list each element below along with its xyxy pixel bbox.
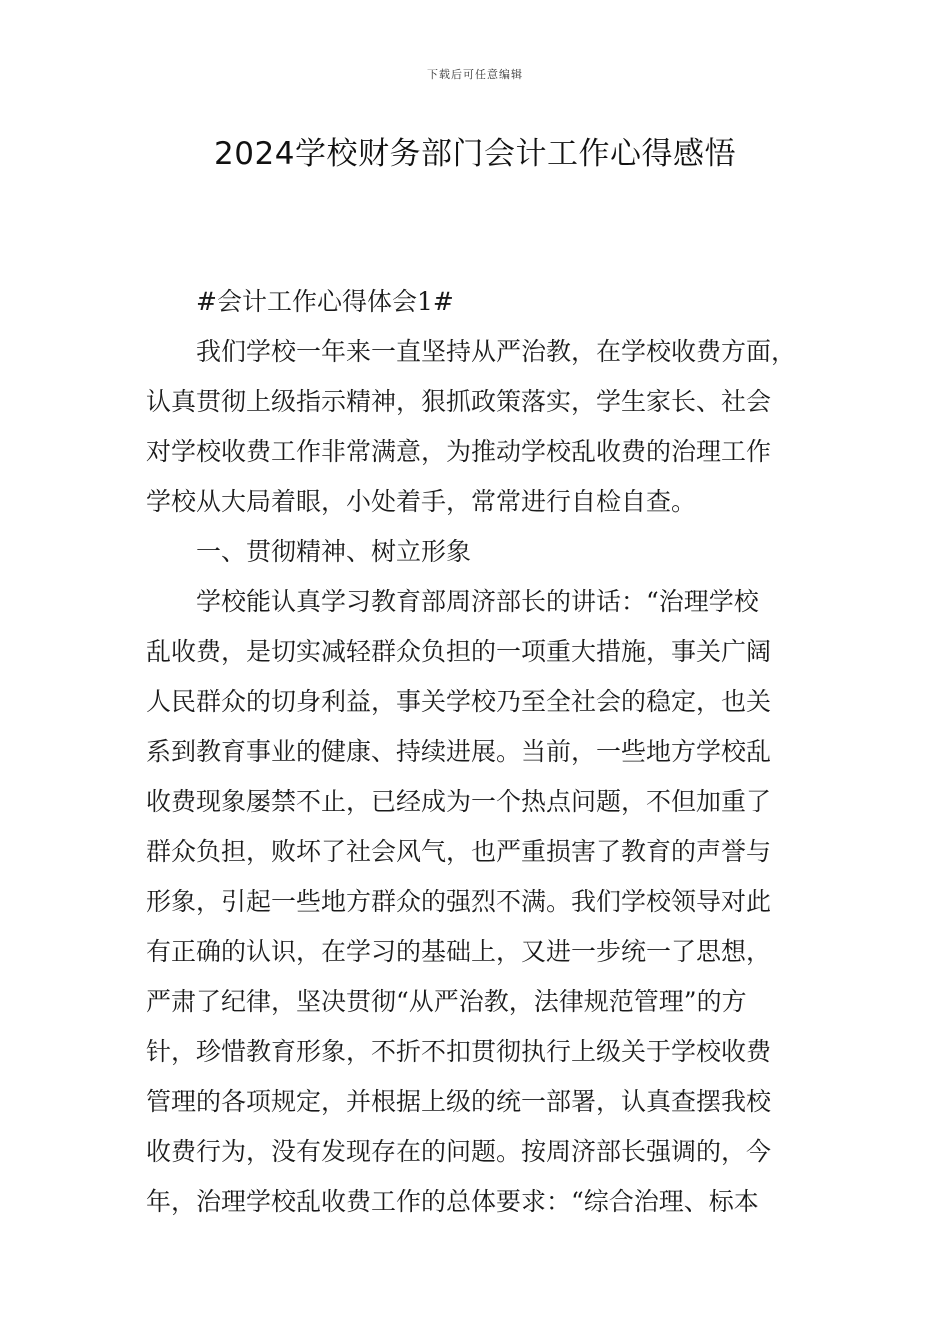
body-line: 有正确的认识，在学习的基础上，又进一步统一了思想， xyxy=(146,937,772,966)
header-note: 下载后可任意编辑 xyxy=(427,68,523,81)
document-title: 2024学校财务部门会计工作心得感悟 xyxy=(214,136,736,172)
body-line: 群众负担，败坏了社会风气，也严重损害了教育的声誉与 xyxy=(146,837,772,866)
body-line: 年，治理学校乱收费工作的总体要求：“综合治理、标本 xyxy=(146,1187,759,1216)
body-line: 针，珍惜教育形象，不折不扣贯彻执行上级关于学校收费 xyxy=(146,1037,772,1066)
body-line: 一、贯彻精神、树立形象 xyxy=(196,537,472,566)
body-line: #会计工作心得体会1# xyxy=(196,287,454,316)
body-line: 我们学校一年来一直坚持从严治教，在学校收费方面， xyxy=(196,337,797,366)
body-line: 认真贯彻上级指示精神，狠抓政策落实，学生家长、社会 xyxy=(146,387,772,416)
body-line: 人民群众的切身利益，事关学校乃至全社会的稳定，也关 xyxy=(146,687,772,716)
body-line: 学校从大局着眼，小处着手，常常进行自检自查。 xyxy=(146,487,697,516)
body-line: 系到教育事业的健康、持续进展。当前，一些地方学校乱 xyxy=(146,737,772,766)
document-body xyxy=(146,277,810,1227)
body-line: 严肃了纪律，坚决贯彻“从严治教，法律规范管理”的方 xyxy=(146,987,747,1016)
body-line: 对学校收费工作非常满意，为推动学校乱收费的治理工作 xyxy=(146,437,772,466)
body-line: 收费行为，没有发现存在的问题。按周济部长强调的，今 xyxy=(146,1137,772,1166)
body-line: 收费现象屡禁不止，已经成为一个热点问题，不但加重了 xyxy=(146,787,772,816)
body-line: 管理的各项规定，并根据上级的统一部署，认真查摆我校 xyxy=(146,1087,772,1116)
body-line: 学校能认真学习教育部周济部长的讲话：“治理学校 xyxy=(196,587,759,616)
body-line: 形象，引起一些地方群众的强烈不满。我们学校领导对此 xyxy=(146,887,772,916)
body-line: 乱收费，是切实减轻群众负担的一项重大措施，事关广阔 xyxy=(146,637,772,666)
